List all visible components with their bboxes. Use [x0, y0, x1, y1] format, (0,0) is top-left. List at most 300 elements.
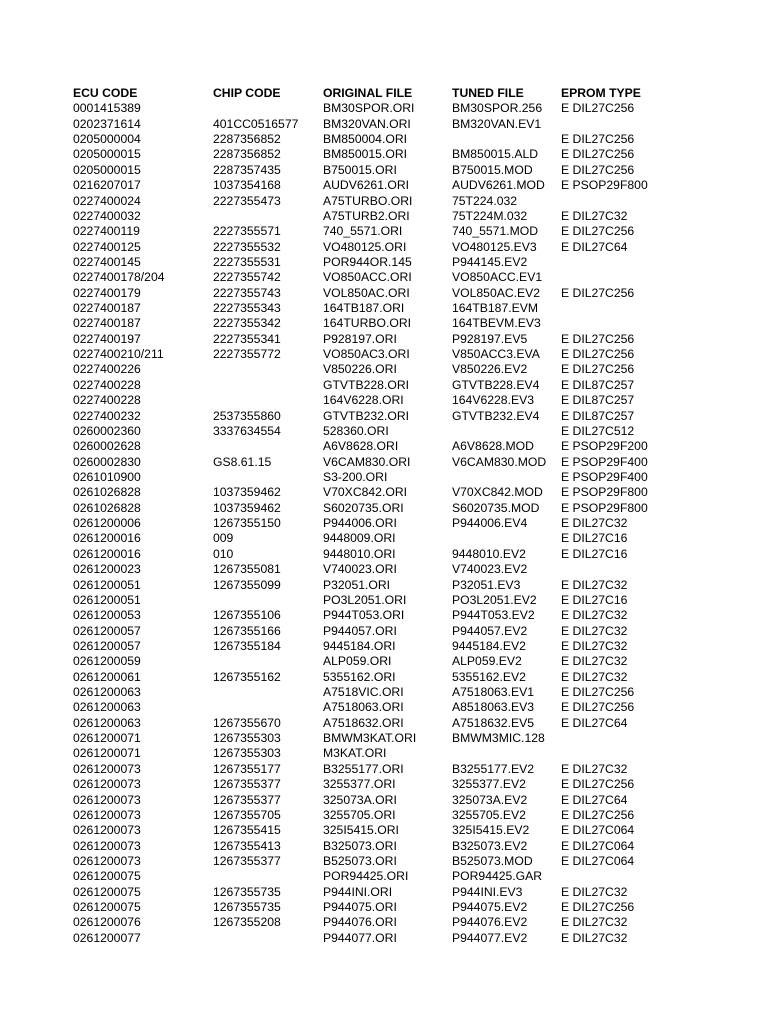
table-row [0, 624, 768, 639]
table-row [0, 562, 768, 577]
original-file-cell: VO850ACC.ORI [323, 270, 412, 285]
ecu-code-cell: 0261026828 [73, 485, 141, 500]
eprom-type-cell: E DIL27C32 [561, 930, 628, 945]
chip-code-cell: 1037359462 [213, 485, 281, 500]
ecu-code-cell: 0260002830 [73, 454, 141, 469]
ecu-code-cell: 0227400187 [73, 301, 141, 316]
tuned-file-cell: BMWM3MIC.128 [452, 731, 545, 746]
table-row [0, 777, 768, 792]
ecu-code-cell: 0227400226 [73, 362, 141, 377]
eprom-type-cell: E DIL27C064 [561, 853, 635, 868]
ecu-code-cell: 0261200051 [73, 592, 141, 607]
tuned-file-cell: 325I5415.EV2 [452, 823, 530, 838]
tuned-file-cell: AUDV6261.MOD [452, 178, 545, 193]
ecu-code-cell: 0261200059 [73, 654, 141, 669]
table-row [0, 531, 768, 546]
table-row [0, 163, 768, 178]
table-row [0, 915, 768, 930]
tuned-file-cell: BM320VAN.EV1 [452, 116, 542, 131]
original-file-cell: VOL850AC.ORI [323, 285, 410, 300]
original-file-cell: B325073.ORI [323, 838, 397, 853]
table-row [0, 455, 768, 470]
original-file-cell: BMWM3KAT.ORI [323, 731, 417, 746]
table-row [0, 101, 768, 116]
table-row [0, 117, 768, 132]
chip-code-cell: 2227355772 [213, 347, 281, 362]
tuned-file-cell: B750015.MOD [452, 162, 533, 177]
eprom-type-cell: E DIL27C256 [561, 331, 635, 346]
tuned-file-cell: P944057.EV2 [452, 623, 528, 638]
header-eprom-type: EPROM TYPE [561, 86, 641, 100]
ecu-code-cell: 0261200006 [73, 516, 141, 531]
original-file-cell: P944075.ORI [323, 900, 397, 915]
ecu-code-cell: 0205000015 [73, 162, 141, 177]
original-file-cell: V70XC842.ORI [323, 485, 408, 500]
eprom-type-cell: E DIL27C32 [561, 761, 628, 776]
chip-code-cell: 1267355415 [213, 823, 281, 838]
original-file-cell: B3255177.ORI [323, 761, 404, 776]
ecu-code-cell: 0261200051 [73, 577, 141, 592]
tuned-file-cell: S6020735.MOD [452, 500, 540, 515]
tuned-file-cell: V6CAM830.MOD [452, 454, 547, 469]
tuned-file-cell: P944076.EV2 [452, 915, 528, 930]
original-file-cell: P32051.ORI [323, 577, 391, 592]
original-file-cell: V6CAM830.ORI [323, 454, 411, 469]
ecu-code-cell: 0261200057 [73, 623, 141, 638]
original-file-cell: 164TB187.ORI [323, 301, 405, 316]
header-ecu-code: ECU CODE [73, 86, 138, 100]
chip-code-cell: 1037354168 [213, 178, 281, 193]
table-row [0, 731, 768, 746]
eprom-type-cell: E DIL27C64 [561, 239, 628, 254]
eprom-type-cell: E DIL27C256 [561, 162, 635, 177]
ecu-code-cell: 0261200073 [73, 807, 141, 822]
eprom-type-cell: E DIL27C16 [561, 592, 628, 607]
table-row [0, 869, 768, 884]
table-row [0, 485, 768, 500]
chip-code-cell: 1267355208 [213, 915, 281, 930]
original-file-cell: BM850015.ORI [323, 147, 408, 162]
eprom-type-cell: E DIL27C32 [561, 623, 628, 638]
ecu-code-cell: 0261200063 [73, 685, 141, 700]
chip-code-cell: 2227355342 [213, 316, 281, 331]
original-file-cell: B525073.ORI [323, 853, 397, 868]
tuned-file-cell: B325073.EV2 [452, 838, 528, 853]
ecu-code-cell: 0261200073 [73, 777, 141, 792]
tuned-file-cell: 3255377.EV2 [452, 777, 526, 792]
tuned-file-cell: VO850ACC.EV1 [452, 270, 543, 285]
original-file-cell: AUDV6261.ORI [323, 178, 410, 193]
tuned-file-cell: A6V8628.MOD [452, 439, 534, 454]
tuned-file-cell: 3255705.EV2 [452, 807, 526, 822]
eprom-type-cell: E DIL87C257 [561, 377, 635, 392]
table-row [0, 178, 768, 193]
table-row [0, 470, 768, 485]
original-file-cell: P944077.ORI [323, 930, 397, 945]
table-row [0, 716, 768, 731]
eprom-type-cell: E DIL27C32 [561, 208, 628, 223]
eprom-type-cell: E DIL27C512 [561, 423, 635, 438]
table-row [0, 639, 768, 654]
chip-code-cell: 1267355705 [213, 807, 281, 822]
ecu-code-cell: 0261200073 [73, 761, 141, 776]
eprom-type-cell: E DIL27C064 [561, 838, 635, 853]
chip-code-cell: 2287356852 [213, 147, 281, 162]
original-file-cell: POR944OR.145 [323, 254, 412, 269]
ecu-code-cell: 0261200063 [73, 715, 141, 730]
chip-code-cell: 009 [213, 531, 234, 546]
chip-code-cell: 2227355473 [213, 193, 281, 208]
tuned-file-cell: V850ACC3.EVA [452, 347, 540, 362]
table-row [0, 885, 768, 900]
eprom-type-cell: E DIL27C32 [561, 915, 628, 930]
tuned-file-cell: P944006.EV4 [452, 516, 528, 531]
ecu-chip-table [0, 86, 768, 946]
ecu-code-cell: 0205000015 [73, 147, 141, 162]
chip-code-cell: 1267355735 [213, 900, 281, 915]
tuned-file-cell: B525073.MOD [452, 853, 533, 868]
chip-code-cell: 1267355303 [213, 746, 281, 761]
tuned-file-cell: GTVTB228.EV4 [452, 377, 540, 392]
eprom-type-cell: E DIL27C256 [561, 777, 635, 792]
original-file-cell: A6V8628.ORI [323, 439, 399, 454]
tuned-file-cell: B3255177.EV2 [452, 761, 534, 776]
chip-code-cell: 1267355099 [213, 577, 281, 592]
chip-code-cell: 1267355106 [213, 608, 281, 623]
eprom-type-cell: E DIL87C257 [561, 408, 635, 423]
ecu-code-cell: 0227400125 [73, 239, 141, 254]
table-body [0, 101, 768, 946]
eprom-type-cell: E DIL27C32 [561, 654, 628, 669]
chip-code-cell: 1267355166 [213, 623, 281, 638]
ecu-code-cell: 0260002628 [73, 439, 141, 454]
tuned-file-cell: ALP059.EV2 [452, 654, 522, 669]
original-file-cell: B750015.ORI [323, 162, 397, 177]
tuned-file-cell: POR94425.GAR [452, 869, 543, 884]
original-file-cell: 164TURBO.ORI [323, 316, 412, 331]
ecu-code-cell: 0227400187 [73, 316, 141, 331]
table-row [0, 209, 768, 224]
chip-code-cell: 1267355377 [213, 792, 281, 807]
table-row [0, 700, 768, 715]
eprom-type-cell: E DIL27C064 [561, 823, 635, 838]
ecu-code-cell: 0001415389 [73, 101, 141, 116]
ecu-code-cell: 0227400228 [73, 377, 141, 392]
original-file-cell: 164V6228.ORI [323, 393, 404, 408]
original-file-cell: S3-200.ORI [323, 469, 388, 484]
tuned-file-cell: A8518063.EV3 [452, 700, 534, 715]
ecu-code-cell: 0227400197 [73, 331, 141, 346]
original-file-cell: GTVTB228.ORI [323, 377, 410, 392]
tuned-file-cell: P32051.EV3 [452, 577, 521, 592]
chip-code-cell: 1267355303 [213, 731, 281, 746]
table-row [0, 194, 768, 209]
original-file-cell: 740_5571.ORI [323, 224, 403, 239]
chip-code-cell: 2287357435 [213, 162, 281, 177]
chip-code-cell: 2537355860 [213, 408, 281, 423]
table-row [0, 578, 768, 593]
chip-code-cell: 1267355735 [213, 884, 281, 899]
table-row [0, 670, 768, 685]
table-row [0, 439, 768, 454]
chip-code-cell: 1267355413 [213, 838, 281, 853]
ecu-code-cell: 0261200016 [73, 546, 141, 561]
eprom-type-cell: E PSOP29F800 [561, 485, 648, 500]
eprom-type-cell: E DIL27C256 [561, 900, 635, 915]
original-file-cell: A7518632.ORI [323, 715, 404, 730]
table-row [0, 516, 768, 531]
ecu-code-cell: 0227400024 [73, 193, 141, 208]
ecu-code-cell: 0261200061 [73, 669, 141, 684]
table-row [0, 501, 768, 516]
original-file-cell: P944T053.ORI [323, 608, 405, 623]
tuned-file-cell: P928197.EV5 [452, 331, 528, 346]
tuned-file-cell: 164V6228.EV3 [452, 393, 534, 408]
tuned-file-cell: A7518063.EV1 [452, 685, 534, 700]
eprom-type-cell: E DIL27C256 [561, 132, 635, 147]
ecu-code-cell: 0261200053 [73, 608, 141, 623]
ecu-code-cell: 0261200073 [73, 823, 141, 838]
original-file-cell: P928197.ORI [323, 331, 397, 346]
tuned-file-cell: P944075.EV2 [452, 900, 528, 915]
chip-code-cell: 401CC0516577 [213, 116, 299, 131]
table-row [0, 808, 768, 823]
original-file-cell: VO480125.ORI [323, 239, 407, 254]
ecu-code-cell: 0261200057 [73, 638, 141, 653]
eprom-type-cell: E DIL27C256 [561, 700, 635, 715]
original-file-cell: P944INI.ORI [323, 884, 393, 899]
chip-code-cell: 2227355531 [213, 254, 281, 269]
tuned-file-cell: P944T053.EV2 [452, 608, 535, 623]
table-row [0, 424, 768, 439]
ecu-code-cell: 0261200075 [73, 884, 141, 899]
ecu-code-cell: 0227400032 [73, 208, 141, 223]
chip-code-cell: 2227355343 [213, 301, 281, 316]
table-row [0, 547, 768, 562]
table-header [0, 86, 768, 101]
table-row [0, 147, 768, 162]
table-row [0, 393, 768, 408]
ecu-code-cell: 0261200076 [73, 915, 141, 930]
table-row [0, 132, 768, 147]
table-row [0, 762, 768, 777]
original-file-cell: 528360.ORI [323, 423, 389, 438]
header-tuned-file: TUNED FILE [452, 86, 524, 100]
chip-code-cell: 1267355184 [213, 638, 281, 653]
chip-code-cell: 2227355571 [213, 224, 281, 239]
original-file-cell: S6020735.ORI [323, 500, 404, 515]
tuned-file-cell: 9445184.EV2 [452, 638, 526, 653]
table-row [0, 839, 768, 854]
original-file-cell: V850226.ORI [323, 362, 397, 377]
header-original-file: ORIGINAL FILE [323, 86, 413, 100]
tuned-file-cell: 75T224M.032 [452, 208, 528, 223]
ecu-code-cell: 0261200077 [73, 930, 141, 945]
eprom-type-cell: E DIL27C256 [561, 347, 635, 362]
ecu-code-cell: 0227400232 [73, 408, 141, 423]
ecu-code-cell: 0261200023 [73, 562, 141, 577]
eprom-type-cell: E DIL27C32 [561, 884, 628, 899]
tuned-file-cell: V740023.EV2 [452, 562, 528, 577]
original-file-cell: 9448009.ORI [323, 531, 396, 546]
eprom-type-cell: E DIL27C32 [561, 516, 628, 531]
table-row [0, 378, 768, 393]
original-file-cell: 3255377.ORI [323, 777, 396, 792]
original-file-cell: GTVTB232.ORI [323, 408, 410, 423]
eprom-type-cell: E DIL27C32 [561, 608, 628, 623]
ecu-code-cell: 0261026828 [73, 500, 141, 515]
table-row [0, 347, 768, 362]
eprom-type-cell: E DIL27C256 [561, 685, 635, 700]
eprom-type-cell: E PSOP29F200 [561, 439, 648, 454]
eprom-type-cell: E DIL27C32 [561, 577, 628, 592]
eprom-type-cell: E DIL27C32 [561, 638, 628, 653]
original-file-cell: POR94425.ORI [323, 869, 409, 884]
tuned-file-cell: P944INI.EV3 [452, 884, 523, 899]
ecu-code-cell: 0261200073 [73, 838, 141, 853]
eprom-type-cell: E DIL27C256 [561, 285, 635, 300]
ecu-code-cell: 0227400178/204 [73, 270, 165, 285]
chip-code-cell: 2287356852 [213, 132, 281, 147]
eprom-type-cell: E DIL27C256 [561, 807, 635, 822]
ecu-code-cell: 0227400179 [73, 285, 141, 300]
ecu-code-cell: 0261200063 [73, 700, 141, 715]
eprom-type-cell: E DIL27C256 [561, 362, 635, 377]
tuned-file-cell: P944077.EV2 [452, 930, 528, 945]
chip-code-cell: 1267355377 [213, 853, 281, 868]
tuned-file-cell: VOL850AC.EV2 [452, 285, 541, 300]
ecu-code-cell: 0261200075 [73, 900, 141, 915]
eprom-type-cell: E DIL27C64 [561, 792, 628, 807]
eprom-type-cell: E PSOP29F400 [561, 469, 648, 484]
ecu-code-cell: 0261010900 [73, 469, 141, 484]
chip-code-cell: 2227355341 [213, 331, 281, 346]
original-file-cell: P944057.ORI [323, 623, 397, 638]
original-file-cell: BM30SPOR.ORI [323, 101, 415, 116]
eprom-type-cell: E DIL27C256 [561, 147, 635, 162]
ecu-code-cell: 0261200075 [73, 869, 141, 884]
original-file-cell: PO3L2051.ORI [323, 592, 407, 607]
tuned-file-cell: 740_5571.MOD [452, 224, 539, 239]
tuned-file-cell: V70XC842.MOD [452, 485, 543, 500]
chip-code-cell: 2227355743 [213, 285, 281, 300]
chip-code-cell: 010 [213, 546, 234, 561]
ecu-code-cell: 0205000004 [73, 132, 141, 147]
tuned-file-cell: 164TBEVM.EV3 [452, 316, 541, 331]
original-file-cell: A7518063.ORI [323, 700, 404, 715]
ecu-code-cell: 0227400210/211 [73, 347, 164, 362]
tuned-file-cell: P944145.EV2 [452, 254, 528, 269]
original-file-cell: 5355162.ORI [323, 669, 396, 684]
chip-code-cell: 3337634554 [213, 423, 281, 438]
table-row [0, 286, 768, 301]
original-file-cell: 9445184.ORI [323, 638, 396, 653]
ecu-code-cell: 0227400145 [73, 254, 141, 269]
eprom-type-cell: E DIL87C257 [561, 393, 635, 408]
table-row [0, 823, 768, 838]
tuned-file-cell: V850226.EV2 [452, 362, 528, 377]
tuned-file-cell: PO3L2051.EV2 [452, 592, 537, 607]
ecu-code-cell: 0261200071 [73, 731, 141, 746]
eprom-type-cell: E DIL27C256 [561, 101, 635, 116]
chip-code-cell: 1037359462 [213, 500, 281, 515]
table-row [0, 931, 768, 946]
original-file-cell: ALP059.ORI [323, 654, 392, 669]
original-file-cell: BM850004.ORI [323, 132, 408, 147]
original-file-cell: A7518VIC.ORI [323, 685, 404, 700]
original-file-cell: 325I5415.ORI [323, 823, 399, 838]
eprom-type-cell: E PSOP29F400 [561, 454, 648, 469]
eprom-type-cell: E DIL27C256 [561, 224, 635, 239]
chip-code-cell: GS8.61.15 [213, 454, 272, 469]
original-file-cell: P944006.ORI [323, 516, 397, 531]
tuned-file-cell: 9448010.EV2 [452, 546, 526, 561]
eprom-type-cell: E PSOP29F800 [561, 500, 648, 515]
table-row [0, 332, 768, 347]
tuned-file-cell: BM30SPOR.256 [452, 101, 543, 116]
chip-code-cell: 1267355377 [213, 777, 281, 792]
table-row [0, 608, 768, 623]
tuned-file-cell: VO480125.EV3 [452, 239, 537, 254]
original-file-cell: 325073A.ORI [323, 792, 397, 807]
eprom-type-cell: E DIL27C64 [561, 715, 628, 730]
table-row [0, 270, 768, 285]
table-row [0, 746, 768, 761]
table-row [0, 316, 768, 331]
chip-code-cell: 2227355742 [213, 270, 281, 285]
tuned-file-cell: BM850015.ALD [452, 147, 539, 162]
table-row [0, 685, 768, 700]
table-row [0, 654, 768, 669]
chip-code-cell: 2227355532 [213, 239, 281, 254]
tuned-file-cell: 5355162.EV2 [452, 669, 526, 684]
tuned-file-cell: A7518632.EV5 [452, 715, 534, 730]
original-file-cell: BM320VAN.ORI [323, 116, 411, 131]
chip-code-cell: 1267355162 [213, 669, 281, 684]
ecu-code-cell: 0227400228 [73, 393, 141, 408]
tuned-file-cell: 325073A.EV2 [452, 792, 528, 807]
table-row [0, 255, 768, 270]
table-row [0, 793, 768, 808]
ecu-code-cell: 0260002360 [73, 423, 141, 438]
table-row [0, 409, 768, 424]
original-file-cell: 3255705.ORI [323, 807, 396, 822]
original-file-cell: VO850AC3.ORI [323, 347, 410, 362]
chip-code-cell: 1267355081 [213, 562, 281, 577]
eprom-type-cell: E DIL27C16 [561, 531, 628, 546]
table-row [0, 854, 768, 869]
ecu-code-cell: 0202371614 [73, 116, 141, 131]
original-file-cell: V740023.ORI [323, 562, 397, 577]
tuned-file-cell: 164TB187.EVM [452, 301, 539, 316]
table-row [0, 362, 768, 377]
original-file-cell: 9448010.ORI [323, 546, 396, 561]
table-row [0, 900, 768, 915]
ecu-code-cell: 0261200073 [73, 853, 141, 868]
ecu-code-cell: 0227400119 [73, 224, 140, 239]
chip-code-cell: 1267355670 [213, 715, 281, 730]
ecu-code-cell: 0261200016 [73, 531, 141, 546]
eprom-type-cell: E DIL27C32 [561, 669, 628, 684]
chip-code-cell: 1267355177 [213, 761, 281, 776]
table-row [0, 224, 768, 239]
eprom-type-cell: E PSOP29F800 [561, 178, 648, 193]
ecu-code-cell: 0261200073 [73, 792, 141, 807]
original-file-cell: A75TURBO.ORI [323, 193, 413, 208]
ecu-code-cell: 0216207017 [73, 178, 141, 193]
ecu-code-cell: 0261200071 [73, 746, 141, 761]
original-file-cell: M3KAT.ORI [323, 746, 387, 761]
